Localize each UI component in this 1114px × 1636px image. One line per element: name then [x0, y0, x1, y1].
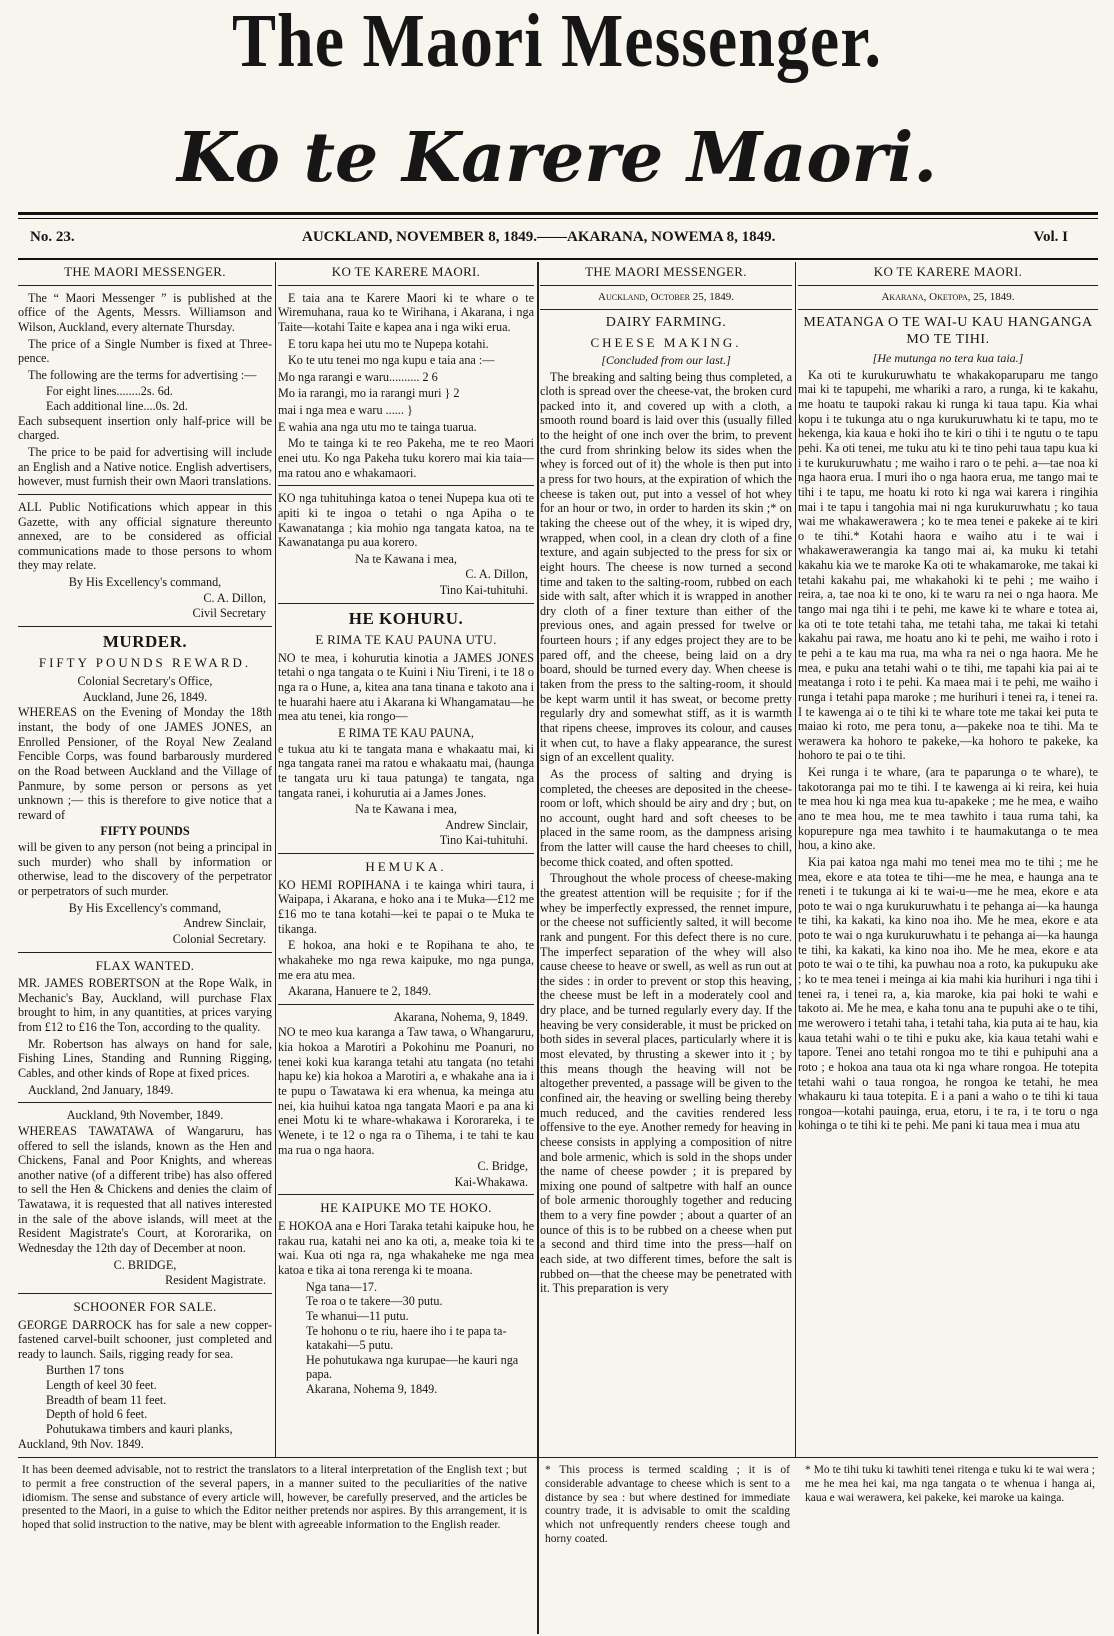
divider	[278, 285, 534, 286]
dateline-rule	[18, 258, 1098, 260]
divider	[278, 485, 534, 486]
article-date: Auckland, October 25, 1849.	[598, 290, 734, 303]
signature-name: Andrew Sinclair,	[445, 817, 528, 832]
divider	[540, 285, 792, 286]
official-notice: ALL Public Notifications which appear in this Gazette, with any official signature thereunto annexed, are to be considered as official communications made to those persons to whom they may relate.	[18, 499, 272, 573]
terms-rate: mai i nga mea e waru ...... }	[278, 403, 413, 418]
schooner-notice: E HOKOA ana e Hori Taraka tetahi kaipuke hou, he rakau rua, katahi nei ano ka oti, a, meake toia ki te wai. Kua oti nga ra, nga whakaheke me nga mea katoa e tika ai tona rerenga ki te moana.	[278, 1219, 534, 1277]
column-maori-notices	[278, 264, 534, 1634]
signature-name: C. BRIDGE,	[113, 1257, 177, 1272]
terms-paragraph: Ko te utu tenei mo nga kupu e taia ana :—	[288, 353, 495, 368]
translation-footnote: It has been deemed advisable, not to restrict the translators to a literal interpretation of the English text ; but to permit a free construction of the several papers, in a manner suited to the peculiarities of the native idiomism. The sense and substance of every article will, however, be carefully preserved, and the articles be presented to the Maori, in a guise to which the Editor neither pretends nor aspires. By this arrangement, it is hoped that solid instruction to the native, may be blent with agreeable information to the English reader.	[22, 1464, 527, 1532]
article-date: Akarana, Oketopa, 25, 1849.	[881, 290, 1015, 303]
terms-paragraph: Mo te tainga ki te reo Pakeha, me te reo Maori enei utu. Ko nga Pakeha tuku korero mai kia taia—ma ratou ano e whakamaori.	[278, 436, 534, 480]
terms-paragraph: E wahia ana nga utu mo te tainga tuarua.	[278, 419, 477, 434]
flax-date: Auckland, 2nd January, 1849.	[28, 1082, 174, 1097]
signature-name: C. A. Dillon,	[203, 590, 266, 605]
murder-notice: NO te mea, i kohurutia kinotia a JAMES JONES tetahi o nga tangata o te Kuini i Niu Tireni, i te 18 o nga ra o Hune, a, kitea ana tana tinana e takoto ana i te huarahi haere atu i Akarana ki Whangamatau—he mea atu tenei, kia rongo—	[278, 650, 534, 724]
article-paragraph: Kei runga i te whare, (ara te paparunga o te whare), te takotoranga pai mo te tihi. I te kawenga ai ki reira, kei huia te mea hou ki nga mea kua tu-apakeke ; me he mea, e waiho ano te mea hou, me te mea tawhito i taua ruma tahi, ka kopurepure nga mea tawhito i te haumakutanga o te mea hou, a kino ake.	[798, 765, 1098, 853]
top-rule	[18, 212, 1098, 215]
terms-rate: Each additional line....0s. 2d.	[46, 399, 188, 414]
schooner-spec: Pohutukawa timbers and kauri planks,	[46, 1422, 233, 1437]
islands-date: Auckland, 9th November, 1849.	[66, 1108, 224, 1123]
divider	[278, 603, 534, 604]
divider	[798, 285, 1098, 286]
murder-notice: WHEREAS on the Evening of Monday the 18th instant, the body of one JAMES JONES, an Enrolled Pensioner, of the Royal New Zealand Fencible Corps, was found barbarously murdered on the Road between Auckland and the Village of Panmure, by some person or persons as yet unknown ;— this is therefore to give notice that a reward of	[18, 705, 272, 822]
official-notice: KO nga tuhituhinga katoa o tenei Nupepa kua oti te apiti ki te ingoa o tetahi o nga Apiha o te Kawanatanga ; kia mohio nga tangata katoa, na te Kawanatanga pu aua korero.	[278, 491, 534, 550]
signature-title: Tino Kai-tuhituhi.	[439, 833, 528, 848]
schooner-spec: Depth of hold 6 feet.	[46, 1407, 148, 1422]
divider	[18, 285, 272, 286]
column-divider	[795, 262, 796, 1457]
flax-heading: FLAX WANTED.	[95, 957, 195, 973]
divider	[18, 626, 272, 627]
office-line: Colonial Secretary's Office,	[77, 674, 213, 689]
masthead	[0, 0, 1114, 214]
islands-date: Akarana, Nohema, 9, 1849.	[393, 1009, 528, 1024]
signature-title: Tino Kai-tuhituhi.	[439, 583, 528, 598]
signature-name: Andrew Sinclair,	[183, 916, 266, 931]
murder-notice-continued: will be given to any person (not being a principal in such murder) who shall by information or otherwise, lead to the discovery of the perpetrator or perpetrators of such murder.	[18, 840, 272, 898]
islands-notice: NO te meo kua karanga a Taw tawa, o Whangaruru, kia hokoa a Marotiri a Pokohinu me Poanuri, no tenei koki kua karanga tetahi atu tangata (no tetahi hapu ke) kia hokoa a Marotiri a, e whakahe ana ia i te pupu o Tawatawa ki era whenua, ka meinga atu nei, kia huihui katoa nga tangata Maori e pa ana ki enei Motu ki te whare-whakawa i Kororareka, i te Wenete, i te 12 o nga ra o Tihema, i te tahi te kau ma rua o nga haora.	[278, 1025, 534, 1157]
schooner-spec: Length of keel 30 feet.	[46, 1378, 157, 1393]
terms-paragraph: E toru kapa hei utu mo te Nupepa kotahi.	[288, 336, 489, 351]
dateline	[22, 225, 1092, 253]
reward-amount: FIFTY POUNDS	[100, 824, 190, 839]
flax-notice: MR. JAMES ROBERTSON at the Rope Walk, in Mechanic's Bay, Auckland, will purchase Flax brought to him, in any quantities, at prices varying from £12 to £16 the Ton, according to the quality.	[18, 976, 272, 1035]
divider	[18, 494, 272, 495]
schooner-spec: Nga tana—17.	[306, 1279, 378, 1294]
terms-paragraph: The price to be paid for advertising will include an English and a Native notice. English advertisers, however, must furnish their own Maori translations.	[18, 445, 272, 489]
terms-rate: For eight lines........2s. 6d.	[46, 384, 173, 399]
schooner-heading: HE KAIPUKE MO TE HOKO.	[320, 1200, 492, 1216]
schooner-date: Auckland, 9th Nov. 1849.	[18, 1436, 144, 1451]
article-paragraph: Throughout the whole process of cheese-making the greatest attention will be requisite ; for if the whey be imperfectly expressed, the rennet impure, or the cheese not sufficiently salted, it will become rank and pungent. For this defect there is no cure. The imperfect separation of the whey will also cause cheese to heave or swell, as well as run out at the sides : in order to prevent or stop this heaving, the cheese must be left in a moderately cool and dry place, and be turned regularly every day. If the heaving be very considerable, it must be pricked on both sides in several places, particularly where it is most elevated, by thrusting a skewer into it ; by this means though the heaving will not be altogether prevented, a passage will be given to the confined air, the heaving or swelling being thereby much reduced, and the cavities rendered less offensive to the eye. Another remedy for heaving in cheese consists in applying a composition of nitre and bole armenic, which is sold in the shops under the name of cheese powder ; it is prepared by mixing one pound of saltpetre with half an ounce of bole armenic thoroughly together and reducing them to a very fine powder ; about a quarter of an ounce of this is to be rubbed on a cheese when put a second and third time into the press—half on each side, at two different times, before the salt is rubbed on—that the cheese may be penetrated with it. This preparation is very	[540, 871, 792, 1296]
signature-name: C. Bridge,	[477, 1159, 528, 1174]
terms-paragraph: The following are the terms for advertising :—	[28, 367, 257, 382]
column-header: KO TE KARERE MAORI.	[331, 264, 481, 279]
column-header: THE MAORI MESSENGER.	[64, 264, 226, 279]
flax-heading: HEMUKA.	[365, 859, 447, 875]
flax-date: Akarana, Hanuere te 2, 1849.	[288, 984, 432, 999]
flax-notice: KO HEMI ROPIHANA i te kainga whiri taura, i Waipapa, i Akarana, e hoko ana i te Muka—£12 me £16 mo te tana kotahi—kei te papai o te Muka te tikanga.	[278, 877, 534, 936]
signature-title: Colonial Secretary.	[172, 931, 266, 946]
office-date: Auckland, June 26, 1849.	[82, 689, 208, 704]
signature-name: C. A. Dillon,	[465, 567, 528, 582]
issue-date: AUCKLAND, NOVEMBER 8, 1849.——AKARANA, NOWEMA 8, 1849.	[302, 229, 776, 245]
terms-paragraph: E taia ana te Karere Maori ki te whare o te Wiremuhana, raua ko te Wirihana, i Akarana, i nga Taite—kotahi Taite e kapea ana i nga wiki erua.	[278, 290, 534, 334]
signature-line: Na te Kawana i mea,	[355, 551, 457, 566]
schooner-notice: GEORGE DARROCK has for sale a new copper-fastened carvel-built schooner, just completed and ready to launch. Sails, rigging ready for sea.	[18, 1317, 272, 1361]
terms-rate: Mo ia rarangi, mo ia rarangi muri } 2	[278, 386, 460, 401]
signature-title: Resident Magistrate.	[165, 1273, 266, 1288]
divider	[798, 309, 1098, 310]
schooner-date: Akarana, Nohema 9, 1849.	[306, 1382, 438, 1397]
column-maori-dairy-article	[798, 264, 1098, 1634]
reward-amount: E RIMA TE KAU PAUNA,	[338, 725, 474, 740]
scalding-footnote: * This process is termed scalding ; it is of considerable advantage to cheese which is sent to a distance by sea : but where destined for immediate country trade, it is advisable to omit the scalding which not unfrequently renders cheese tough and horny coated.	[545, 1464, 790, 1545]
column-dairy-article	[540, 264, 792, 1634]
column-header: KO TE KARERE MAORI.	[873, 264, 1023, 279]
article-title: MEATANGA O TE WAI-U KAU HANGANGA MO TE TIHI.	[803, 314, 1093, 347]
terms-paragraph: The “ Maori Messenger ” is published at the office of the Agents, Messrs. Williamson and Wilson, Auckland, every alternate Thursday.	[18, 290, 272, 334]
column-divider	[537, 262, 539, 1634]
terms-paragraph: Each subsequent insertion only half-price will be charged.	[18, 413, 272, 443]
terms-rate: Mo nga rarangi e waru.......... 2 6	[278, 369, 438, 384]
top-rule-thin	[18, 218, 1098, 219]
islands-notice: WHEREAS TAWATAWA of Wangaruru, has offered to sell the islands, known as the Hen and Chickens, Fanal and Poor Knights, and whereas another native (of a different tribe) has also offered to sell the Hen & Chickens and denies the claim of Tawatawa, it is requested that all natives interested in the sale of the above islands, will meet at the Resident Magistrate's Court, at Kororarika, on Wednesday the 12th day of December at noon.	[18, 1123, 272, 1256]
article-title: DAIRY FARMING.	[605, 314, 727, 330]
article-paragraph: Kia pai katoa nga mahi mo tenei mea mo te tihi ; me he mea, ekore e ata totea te tihi—me he mea, e haunga ana te reneti i te tukunga ai ki te wai-u—me he mea, ekore e ata poto te wai o nga kurukuruwhatu i te pehanga ai—ka haunga te tihi, ka kakati, ka kino noa iho. Me he mea, ekore e ata poto te wai o nga kurukuruwhatu i te pehanga ai—ka haunga te tihi, ka kakati, ka kino noa iho. Me he mea, ekore e ata poto te wai o te tihi, ka puwhau noa a roto, ka pukupuku ake ; ko te mea tenei i meinga ai kia mahi kia hurihuri i nga tihi i tenei ra, i tenei ra, a, kia maroke, kia pai hoki te wahi e takoto ai. Me he mea, e kaha tonu ana te pupuhi ake o te tihi, me werowero i tetahi taha, i tetahi taha, kia puta ai te hau, kia kaua tetahi wahi o te tihi e puku ake, kia kaua tetahi wahi e tapore. Tenei ano tetahi rongoa mo te tihi e puhipuhi ana a roto ; e hokoa ana taua ota ki nga whare rongoa. He totepita tetahi wahi o taua rongoa, he rongoa ke tetahi, he mea whakauru ki taua totepita. E i a pani a waho o te tihi ki taua rongoa—kotahi pauinga, erua, etoru, i te ra, i te toru o nga kohinga o te tihi ki te pehi. Me pani ki taua mea i mua atu	[798, 854, 1098, 1133]
article-paragraph: As the process of salting and drying is completed, the cheeses are deposited in the cheese-room or loft, which should be airy and dry ; but, on no account, ought hard and soft cheeses to be placed in the same room, as the dampness arising from the latter will cause the hard cheeses to chill, become thick coated, and often spotted.	[540, 766, 792, 869]
schooner-heading: SCHOONER FOR SALE.	[73, 1298, 217, 1314]
article-note: [He mutunga no tera kua taia.]	[872, 351, 1024, 366]
masthead-title-english: The Maori Messenger.	[232, 0, 882, 84]
schooner-spec: Te hohonu o te riu, haere iho i te papa ta-	[306, 1323, 507, 1338]
footnote-rule	[18, 1457, 1098, 1458]
schooner-spec: Burthen 17 tons	[46, 1363, 124, 1378]
schooner-spec: Breadth of beam 11 feet.	[46, 1392, 167, 1407]
murder-heading: HE KOHURU.	[348, 608, 464, 628]
schooner-spec: Te roa o te takere—30 putu.	[306, 1294, 443, 1309]
flax-notice-continued: Mr. Robertson has always on hand for sale, Fishing Lines, Standing and Running Rigging, Cables, and other kinds of Rope at fixed prices.	[18, 1036, 272, 1080]
reward-heading: E RIMA TE KAU PAUNA UTU.	[315, 632, 497, 648]
murder-heading: MURDER.	[102, 632, 188, 652]
schooner-spec: He pohutukawa nga kurupae—he kauri nga papa.	[306, 1352, 519, 1382]
signature-line: By His Excellency's command,	[68, 900, 222, 915]
divider	[278, 1004, 534, 1005]
flax-notice-continued: E hokoa, ana hoki e te Ropihana te aho, te whakaheke mo nga rewa kaipuke, mo nga punga, me era atu mea.	[278, 938, 534, 982]
volume-number: Vol. I	[1033, 229, 1068, 245]
divider	[18, 1293, 272, 1294]
article-subtitle: CHEESE MAKING.	[590, 334, 742, 350]
murder-notice-continued: e tukua atu ki te tangata mana e whakaatu mai, ki nga tangata ranei ma ratou e whakaatu mai, (haunga te tangata uru ki taua patunga) te tangata, nga tangata ranei, i kohurutia ai a James Jones.	[278, 741, 534, 800]
signature-title: Kai-Whakawa.	[454, 1174, 528, 1189]
signature-line: Na te Kawana i mea,	[355, 802, 457, 817]
terms-paragraph: The price of a Single Number is fixed at Three-pence.	[18, 336, 272, 366]
column-header: THE MAORI MESSENGER.	[585, 264, 747, 279]
divider	[18, 952, 272, 953]
issue-number: No. 23.	[30, 229, 75, 245]
article-paragraph: Ka oti te kurukuruwhatu te whakakoparuparu me tango mai ki te tapupehi, me whariki a raro, a runga, ki te kakahu, me hoatu te taupoki rakau ki runga ki taua tapu. Kia whai kopu i te tukunga atu o nga kurukuruwhatu ki te tapu, mo te hekenga, kia kaua e hoki iho te kiri o tihi i te ngutu o te tapu pehi. Ka oti tenei, me tuku atu ki te tino pehi taua tapu kua ki i te kurukuruwhatu ; me waiho i raro o te pehi. a—tae noa ki nga haora erua. I muri iho o nga haora erua, me tango mai te tihi i te tapu, me hoatu ki roto ki nga wai karera i ringihia mai i te tapu i tangohia mai ni nga kurukuruwhatu ; ko taua wai me whakawerawera ; ko te mea tenei e pakeke ai te kiri o te tihi.* Kotahi haora e waiho atu i te wai i whakawerawerangia ka tango mai ai, ka muku ki tetahi kakahu kia we te maroke Ka oti te whakamaroke, me takai ki tetahi kakahu pai, me whakahoki ki te pehi ; me waiho i reira, a, tae noa ki te ono, ki te waru ra nei o nga haora. Me tango mai nga tihi i te pehi, me kawe ki te whare e totea ai, ka oti te tote tetahi taha, me tetahi taha, me takai ki tetahi kakahu pai rawa, me hoatu ano ki te pehi, me waiho i roto i te pehi a te kau ma rua, ma wha ra nei o nga haora. Me he mea, e puku ana tetahi wahi o te tihi, me tapahi kia pai ai te meatanga i roto i te pehi. Ka maea mai i te pehi, me waiho i runga i tetahi papa maroke ; me hurihuri i tenei ra, i tenei ra. I te kawenga ai o te tihi ki te whare tote me takai kei puta te maiao ki roto, me pera tonu, a—pakeke noa te tihi. Ma te werawera ka hohoro te pakeke,—ka hohoro te pakeke, ka hohoro te pai o te tihi.	[798, 367, 1098, 763]
schooner-spec: katakahi—5 putu.	[306, 1338, 394, 1353]
schooner-spec: Te whanui—11 putu.	[306, 1308, 409, 1323]
divider	[18, 1102, 272, 1103]
masthead-title-maori: Ko te Karere Maori.	[176, 118, 938, 198]
signature-title: Civil Secretary	[192, 606, 266, 621]
article-note: [Concluded from our last.]	[601, 353, 731, 368]
signature-line: By His Excellency's command,	[68, 575, 222, 590]
column-english-notices	[18, 264, 272, 1634]
reward-heading: FIFTY POUNDS REWARD.	[38, 655, 252, 671]
maori-footnote: * Mo te tihi tuku ki tawhiti tenei ritenga e tuku ki te wai wera ; me he mea hei kai, ma nga tangata o te whenua i hanga ai, kaua e wai werawera, kei pakeke, kei maroke ua kainga.	[805, 1464, 1095, 1504]
divider	[278, 853, 534, 854]
divider	[278, 1194, 534, 1195]
article-paragraph: The breaking and salting being thus completed, a cloth is spread over the cheese-vat, the broken curd packed into it, and covered up with a cloth, a smooth round board is laid over this (usually filled to the height of one inch over the brim, to prevent the curd from shrinking below its sides when the whey is forced out of it) the whole is then put into a press for two hours, at the expiration of which the cheese is taken out, put into a vessel of hot whey for an hour or two, in order to harden its skin ;* on taking the cheese out of the whey, it is wiped dry, wrapped, when cool, in a clean dry cloth of a fine texture, and again subjected to the press for six or eight hours. The cheese is now turned a second time and taken to the salting-room, rubbed on each side with salt, after which it is wrapped in another dry cloth of a finer texture than either of the previous ones, and again pressed for twelve or fourteen hours ; if any edges project they are to be pared off, and the cheese, being laid on a dry board, should be turned every day. When cheese is taken from the press to the salting-room, it should be kept warm until it has sweat, or become pretty regularly dry and somewhat stiff, as it is warmth that ripens cheese, improves its colour, and causes it when cut, to have a flaky appearance, the surest sign of an excellent quality.	[540, 369, 792, 765]
divider	[540, 309, 792, 310]
column-divider	[275, 262, 276, 1457]
